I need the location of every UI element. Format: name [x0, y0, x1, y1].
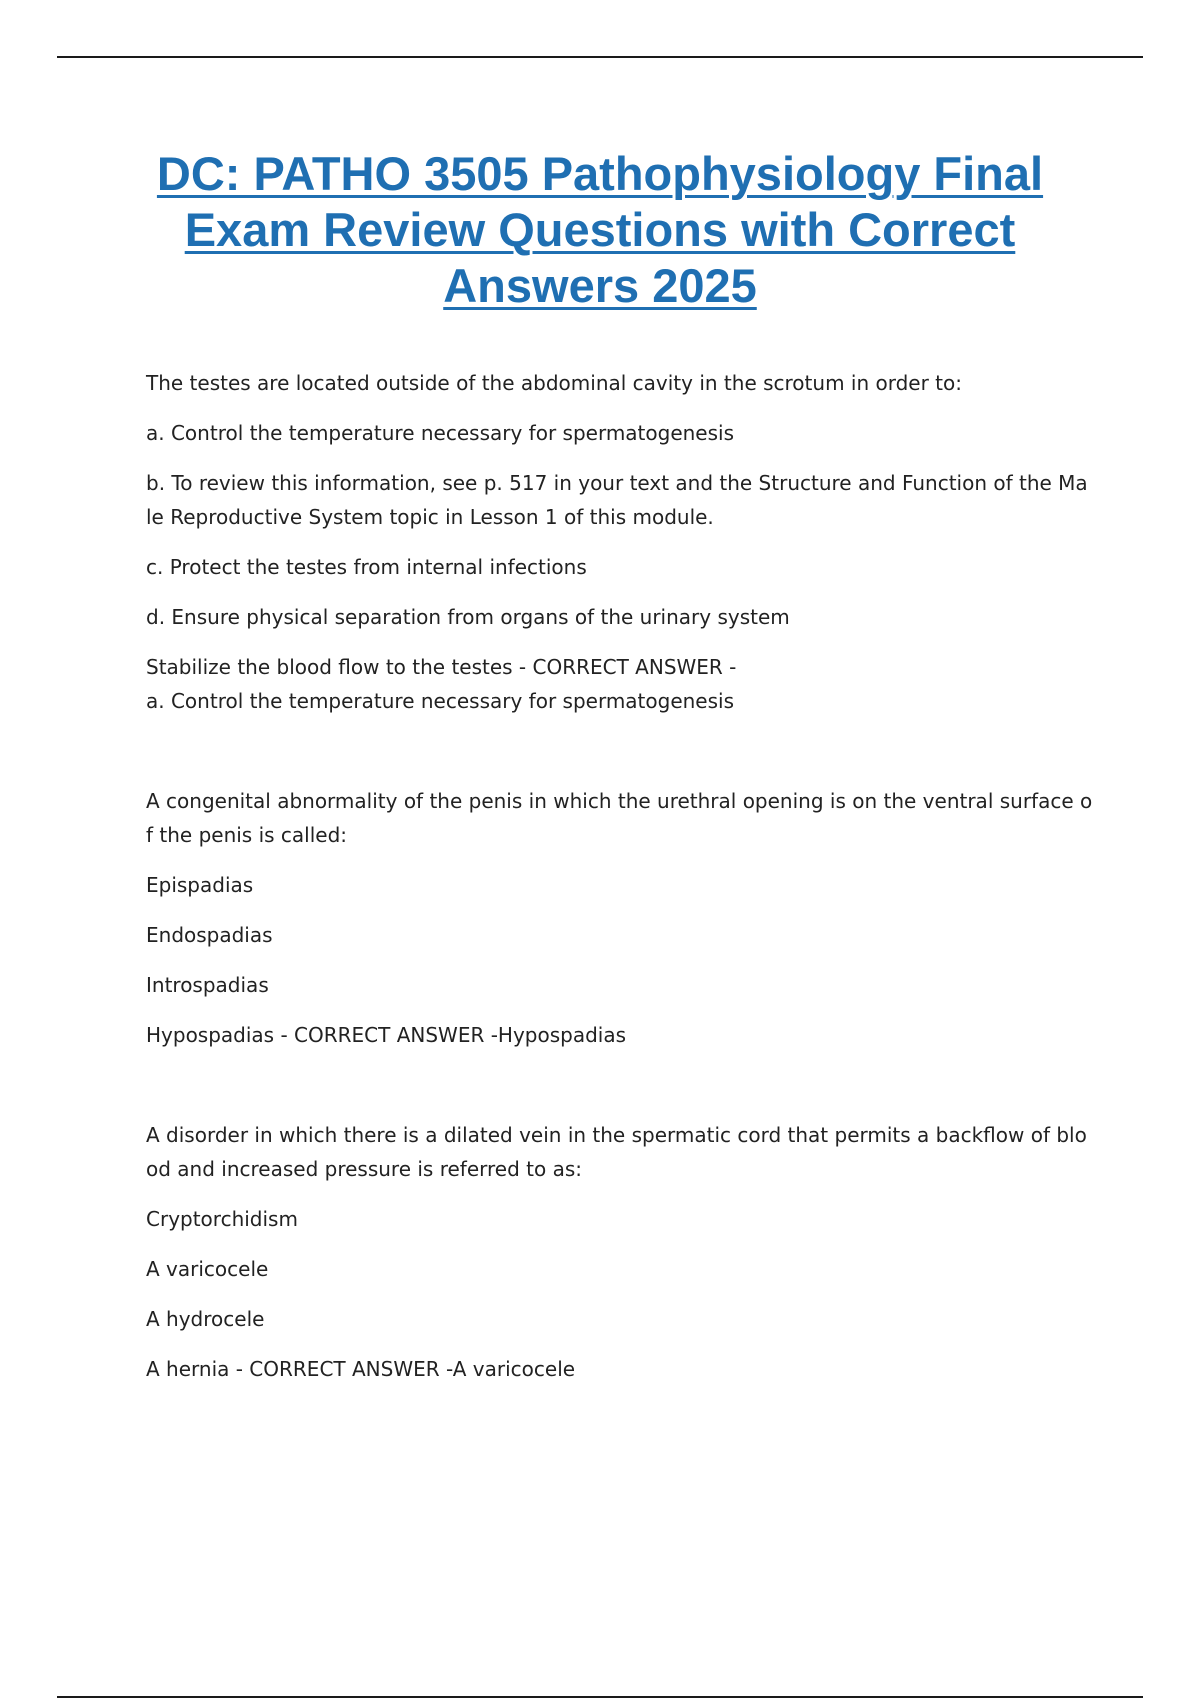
answer-line-2: a. Control the temperature necessary for spermatogenesis [146, 689, 735, 713]
question-text: The testes are located outside of the abdominal cavity in the scrotum in order to: [146, 371, 962, 395]
document-body [146, 366, 1096, 1386]
top-rule [57, 56, 1143, 58]
title-line-1: DC: PATHO 3505 Pathophysiology Final [156, 147, 1044, 200]
question-block-1 [146, 366, 1096, 718]
question-block-2 [146, 784, 1096, 1052]
option-1: Epispadias [146, 873, 254, 897]
option-3: Introspadias [146, 973, 269, 997]
answer-line-1: Stabilize the blood flow to the testes - CORRECT ANSWER - [146, 655, 737, 679]
option-c: c. Protect the testes from internal infections [146, 555, 587, 579]
document-title [60, 146, 1140, 314]
option-1: Cryptorchidism [146, 1207, 298, 1231]
option-a: a. Control the temperature necessary for spermatogenesis [146, 421, 735, 445]
question-text: A congenital abnormality of the penis in which the urethral opening is on the ventral surface o f the penis is called: [146, 789, 1093, 847]
question-spacer [146, 1052, 1096, 1118]
question-spacer [146, 718, 1096, 784]
option-2: A varicocele [146, 1257, 269, 1281]
title-line-2: Exam Review Questions with Correct [184, 203, 1016, 256]
option-2: Endospadias [146, 923, 273, 947]
option-b: b. To review this information, see p. 517 in your text and the Structure and Function of the Ma le Reproductive System topic in Lesson 1 of this module. [146, 471, 1088, 529]
answer-line: A hernia - CORRECT ANSWER -A varicocele [146, 1357, 576, 1381]
option-d: d. Ensure physical separation from organs of the urinary system [146, 605, 790, 629]
question-text: A disorder in which there is a dilated vein in the spermatic cord that permits a backflow of blo od and increased pressure is referred to as: [146, 1123, 1087, 1181]
bottom-rule [57, 1696, 1143, 1698]
answer-line: Hypospadias - CORRECT ANSWER -Hypospadias [146, 1023, 627, 1047]
question-block-3 [146, 1118, 1096, 1386]
option-3: A hydrocele [146, 1307, 265, 1331]
title-line-3: Answers 2025 [443, 259, 757, 312]
